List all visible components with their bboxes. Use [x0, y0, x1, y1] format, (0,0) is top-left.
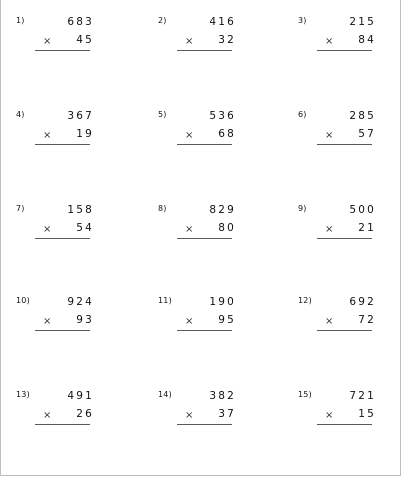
answer-line: [35, 238, 90, 239]
multiplier: 32: [218, 34, 236, 46]
answer-line: [317, 238, 372, 239]
multiplicand: 536: [209, 110, 236, 122]
times-sign: ×: [185, 130, 194, 141]
multiplier: 45: [76, 34, 94, 46]
multiplicand: 491: [67, 390, 94, 402]
multiplier: 84: [358, 34, 376, 46]
multiplicand: 190: [209, 296, 236, 308]
problem-15: [298, 390, 401, 450]
times-sign: ×: [325, 224, 334, 235]
problem-number: 15): [298, 390, 312, 399]
multiplier: 19: [76, 128, 94, 140]
multiplier: 80: [218, 222, 236, 234]
answer-line: [177, 330, 232, 331]
multiplier: 26: [76, 408, 94, 420]
problem-14: [158, 390, 266, 450]
multiplicand: 215: [349, 16, 376, 28]
answer-line: [177, 424, 232, 425]
answer-line: [317, 144, 372, 145]
problem-9: [298, 204, 401, 264]
problem-8: [158, 204, 266, 264]
problem-13: [16, 390, 124, 450]
problem-number: 5): [158, 110, 167, 119]
problem-number: 1): [16, 16, 25, 25]
problem-number: 8): [158, 204, 167, 213]
answer-line: [35, 424, 90, 425]
problem-4: [16, 110, 124, 170]
multiplicand: 382: [209, 390, 236, 402]
problem-number: 12): [298, 296, 312, 305]
times-sign: ×: [43, 316, 52, 327]
times-sign: ×: [325, 410, 334, 421]
problem-number: 6): [298, 110, 307, 119]
answer-line: [317, 50, 372, 51]
multiplier: 57: [358, 128, 376, 140]
answer-line: [317, 330, 372, 331]
problem-12: [298, 296, 401, 356]
problem-11: [158, 296, 266, 356]
answer-line: [35, 144, 90, 145]
problem-number: 4): [16, 110, 25, 119]
problem-10: [16, 296, 124, 356]
multiplier: 21: [358, 222, 376, 234]
answer-line: [35, 330, 90, 331]
problem-5: [158, 110, 266, 170]
problem-number: 14): [158, 390, 172, 399]
answer-line: [177, 144, 232, 145]
multiplicand: 500: [349, 204, 376, 216]
multiplier: 37: [218, 408, 236, 420]
multiplicand: 416: [209, 16, 236, 28]
problem-number: 11): [158, 296, 172, 305]
problem-6: [298, 110, 401, 170]
problem-7: [16, 204, 124, 264]
multiplier: 95: [218, 314, 236, 326]
multiplier: 54: [76, 222, 94, 234]
multiplicand: 829: [209, 204, 236, 216]
answer-line: [317, 424, 372, 425]
problem-number: 3): [298, 16, 307, 25]
problem-1: [16, 16, 124, 76]
multiplier: 93: [76, 314, 94, 326]
times-sign: ×: [325, 316, 334, 327]
multiplier: 68: [218, 128, 236, 140]
times-sign: ×: [325, 36, 334, 47]
times-sign: ×: [43, 130, 52, 141]
times-sign: ×: [43, 410, 52, 421]
answer-line: [177, 50, 232, 51]
times-sign: ×: [185, 224, 194, 235]
multiplicand: 158: [67, 204, 94, 216]
multiplier: 72: [358, 314, 376, 326]
times-sign: ×: [325, 130, 334, 141]
times-sign: ×: [43, 224, 52, 235]
problem-number: 13): [16, 390, 30, 399]
answer-line: [177, 238, 232, 239]
times-sign: ×: [185, 410, 194, 421]
multiplicand: 367: [67, 110, 94, 122]
multiplicand: 683: [67, 16, 94, 28]
times-sign: ×: [43, 36, 52, 47]
answer-line: [35, 50, 90, 51]
problem-number: 2): [158, 16, 167, 25]
multiplicand: 285: [349, 110, 376, 122]
problem-number: 7): [16, 204, 25, 213]
problem-3: [298, 16, 401, 76]
times-sign: ×: [185, 36, 194, 47]
multiplicand: 692: [349, 296, 376, 308]
times-sign: ×: [185, 316, 194, 327]
problem-2: [158, 16, 266, 76]
multiplicand: 924: [67, 296, 94, 308]
problem-number: 10): [16, 296, 30, 305]
multiplier: 15: [358, 408, 376, 420]
problem-number: 9): [298, 204, 307, 213]
multiplicand: 721: [349, 390, 376, 402]
